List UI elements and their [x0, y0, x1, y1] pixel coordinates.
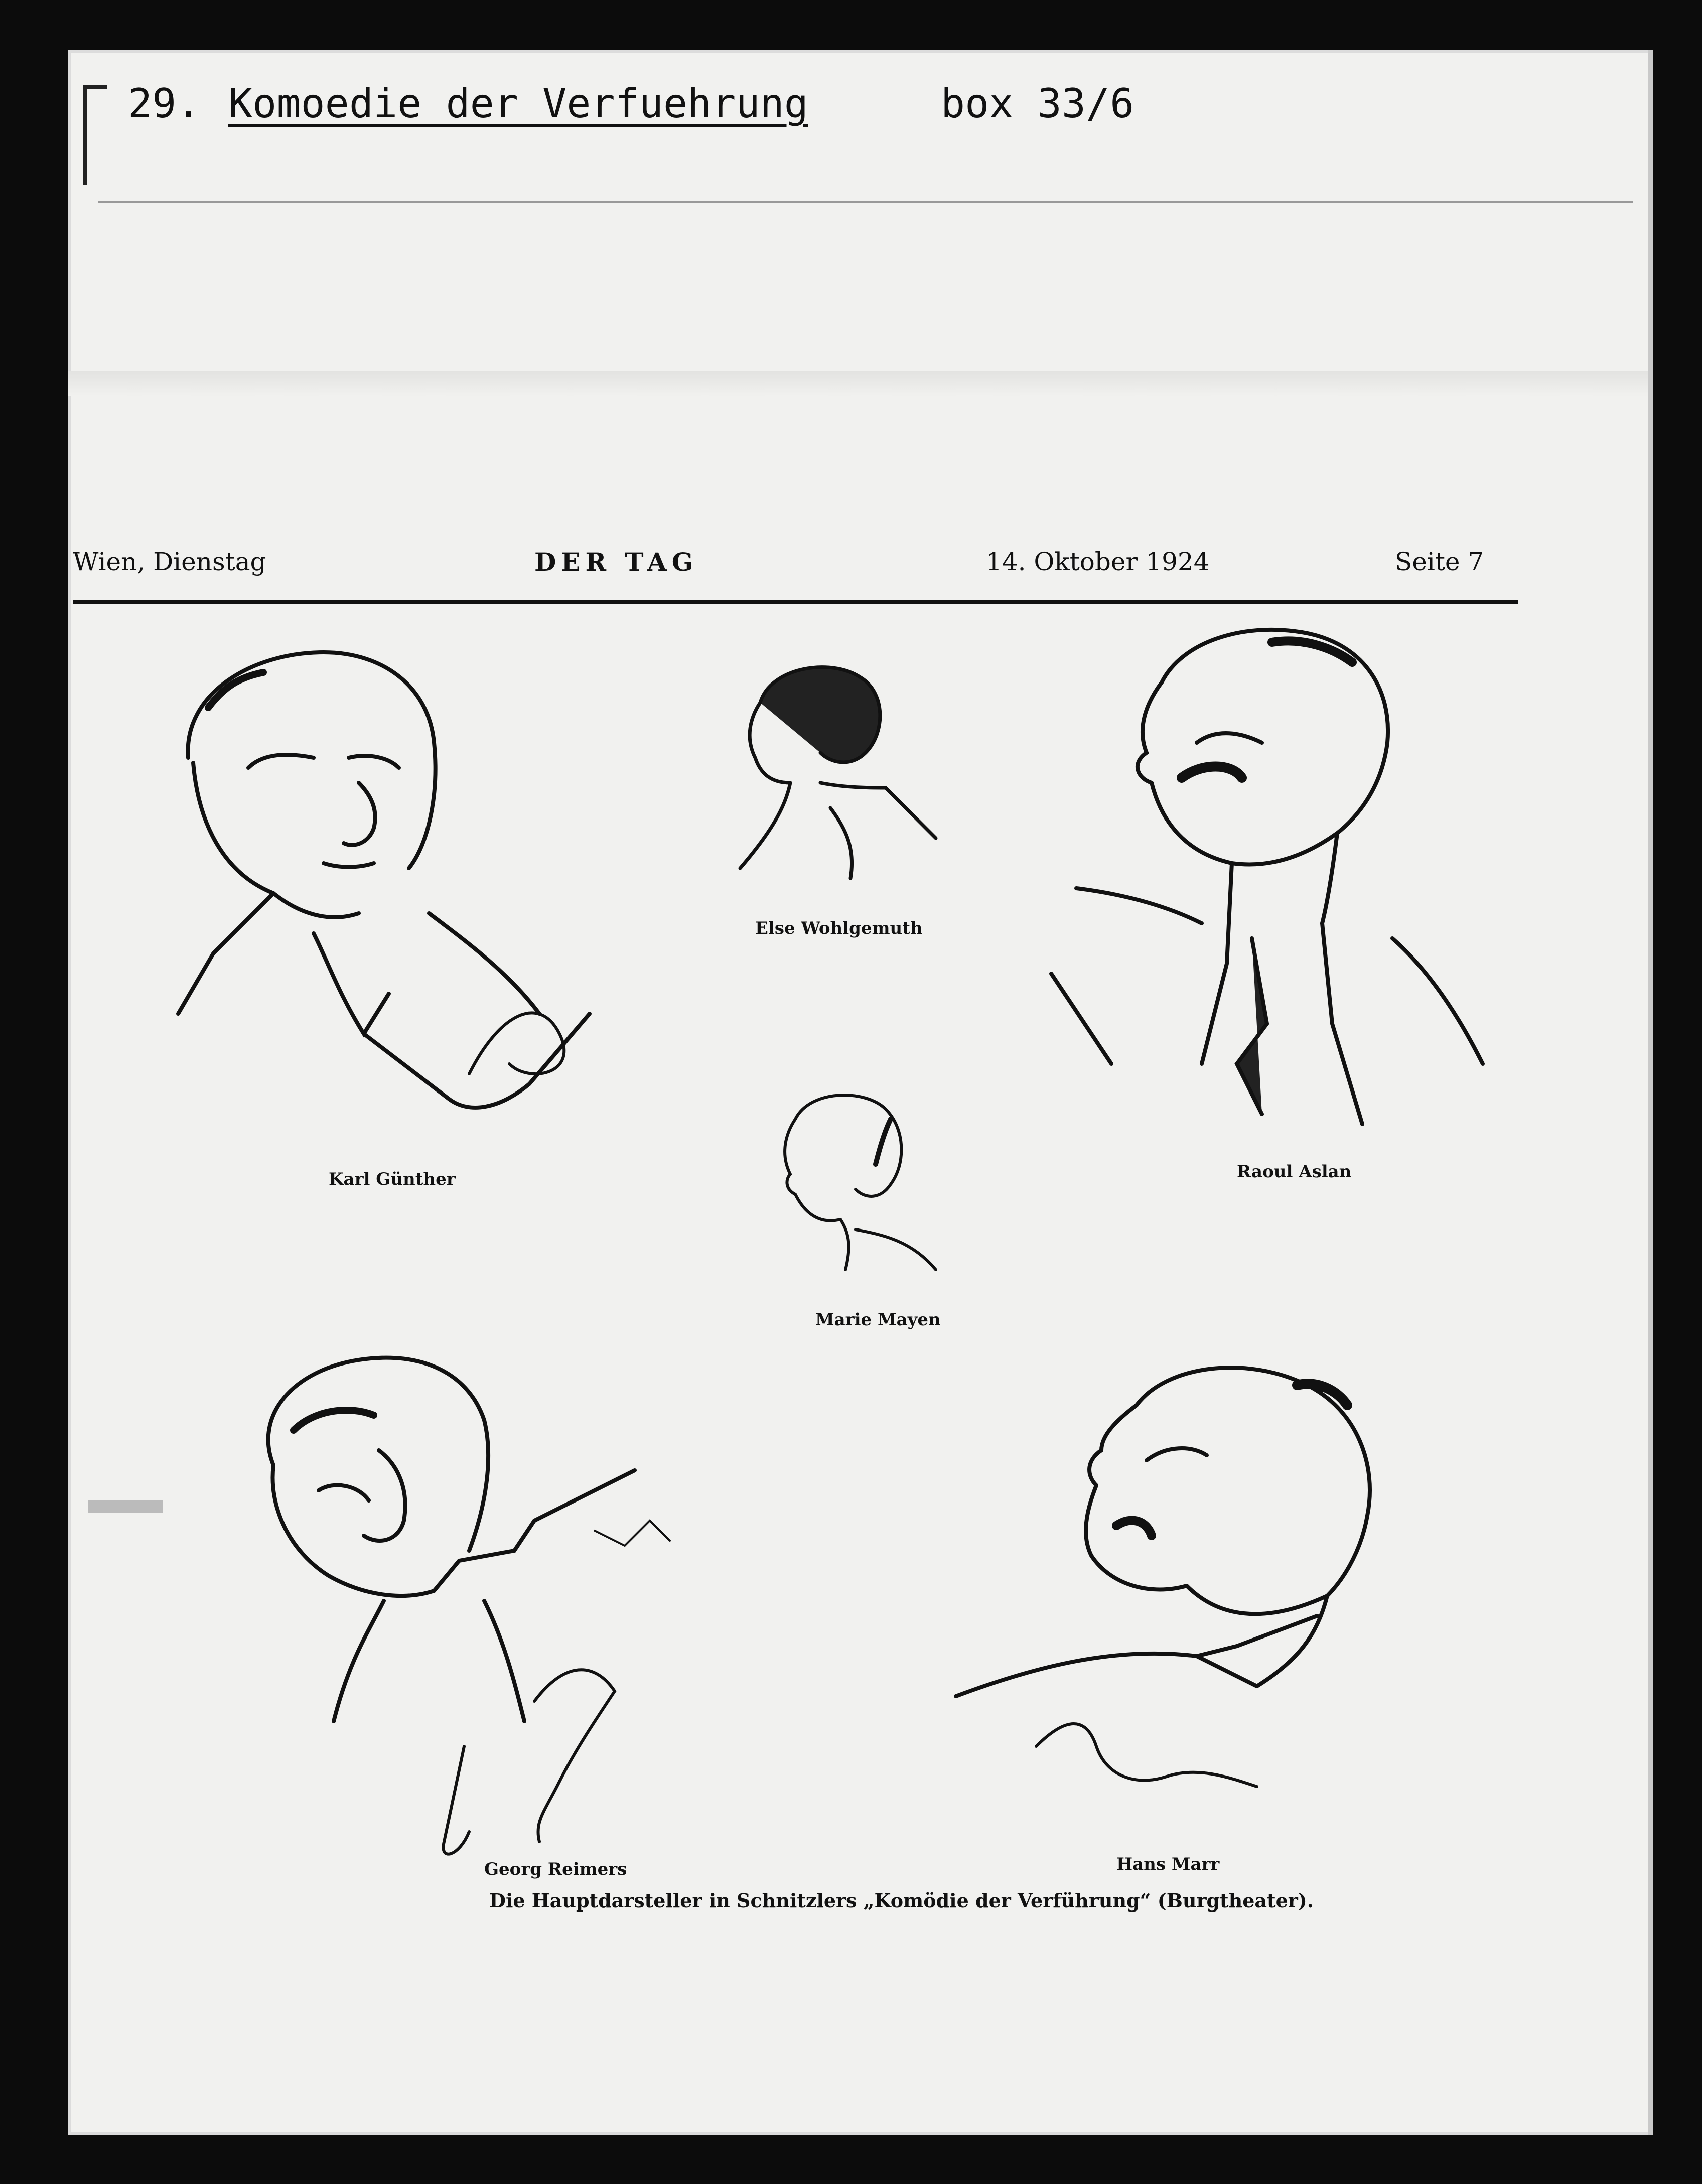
masthead-place-day: Wien, Dienstag: [73, 547, 266, 576]
portrait-sketch-karl-guenther: [148, 632, 675, 1149]
caption-else-wohlgemuth: Else Wohlgemuth: [755, 918, 923, 938]
corner-bracket: [83, 85, 107, 185]
archive-number: 29.: [128, 80, 201, 127]
archive-box-label: box 33/6: [941, 80, 1134, 127]
caption-raoul-aslan: Raoul Aslan: [1237, 1162, 1352, 1182]
masthead-title: DER TAG: [534, 547, 698, 577]
newspaper-masthead: [73, 547, 1518, 617]
ink-smudge: [88, 1500, 163, 1513]
archive-title: Komoedie der Verfuehrung: [228, 80, 808, 127]
header-divider: [98, 201, 1633, 203]
portrait-sketch-hans-marr: [936, 1335, 1513, 1847]
portrait-sketch-raoul-aslan: [1051, 612, 1503, 1144]
masthead-page: Seite 7: [1395, 547, 1484, 576]
portrait-sketch-else-wohlgemuth: [715, 657, 941, 898]
paper-fold: [68, 371, 1653, 396]
portrait-sketch-marie-mayen: [765, 1089, 946, 1290]
masthead-rule: [73, 600, 1518, 604]
caption-georg-reimers: Georg Reimers: [484, 1859, 627, 1879]
newspaper-clipping: [73, 547, 1518, 1942]
masthead-date: 14. Oktober 1924: [986, 547, 1210, 576]
paper-edge: [1648, 50, 1653, 2135]
archive-sheet: [68, 50, 1653, 2135]
caption-karl-guenther: Karl Günther: [329, 1169, 456, 1189]
portrait-sketch-georg-reimers: [233, 1340, 861, 1882]
caption-hans-marr: Hans Marr: [1116, 1854, 1220, 1874]
caption-marie-mayen: Marie Mayen: [815, 1310, 941, 1330]
main-caption: Die Hauptdarsteller in Schnitzlers „Komödie der Verführung“ (Burgtheater).: [489, 1889, 1314, 1912]
